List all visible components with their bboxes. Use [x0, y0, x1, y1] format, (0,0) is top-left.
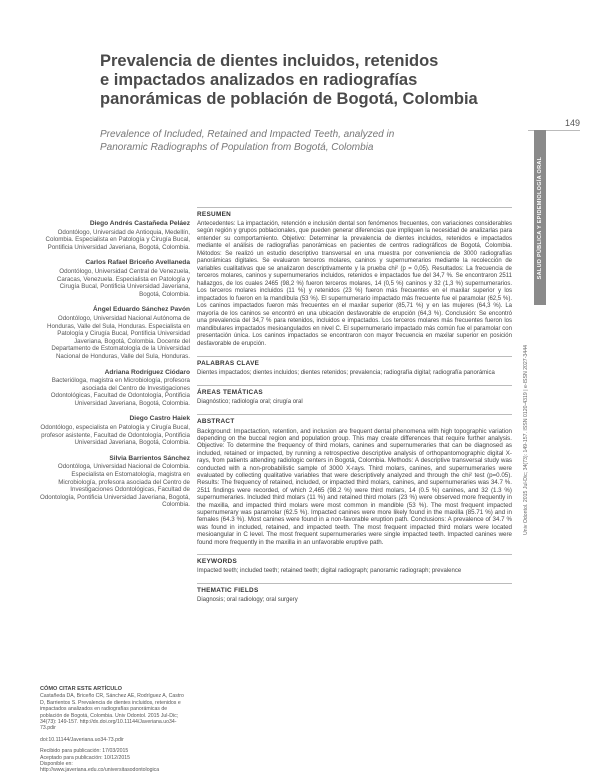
author-affiliation: Odontóloga, Universidad Nacional de Colombia. Especialista en Estomatología, magistra en Microbiología, profesora asociada del Centro de Investigaciones Odontológicas, Facultad de Odontología, Pontificia Universidad Javeriana, Bogotá, Colombia.: [40, 463, 190, 509]
section-divider: [197, 385, 512, 386]
article-title: [100, 52, 510, 109]
abstract-column: [197, 207, 512, 612]
author-entry: [40, 455, 190, 509]
article-subtitle: [100, 128, 500, 154]
author-entry: [40, 369, 190, 408]
resumen-section: [197, 207, 512, 348]
section-divider: [197, 414, 512, 415]
subtitle-line: Panoramic Radiographs of Population from Bogotá, Colombia: [100, 142, 374, 153]
title-line: Prevalencia de dientes incluidos, retenidos: [100, 52, 439, 70]
author-name: Ángel Eduardo Sánchez Pavón: [92, 306, 190, 314]
author-name: Carlos Rafael Briceño Avellaneda: [85, 259, 190, 267]
doi-link[interactable]: doi:10.11144/Javeriana.uo34-73.pdir: [40, 736, 124, 743]
abstract-text: Background: Impactaction, retention, and inclusion are frequent dental phenomena with high topographic variation depending on the buccal region and population group. This may create differences that require further analysis. Objective: To determine the frequency of third molars, canines and supernumeraries that can be diagnosed as included, retained or impacted, by running a retrospective descriptive analysis of orthopantomographic digital X-rays, from patients attending radiologic centers in Bogotá, Colombia. Methods: A descriptive transversal study was conducted with a non-probabilistic sample of 3000 X-rays. Third molars, canines, and supernumeraries were evaluated by collecting qualitative variables that were descriptively analyzed and through the chi² test (p=0.05). Results: The frequency of retained, included, or impacted third molars, canines, and supernumeraries was 34.7 %. 2511 findings were recorded, of which 2,465 (98.2 %) were third molars, 14 (0.5 %) canines, and 32 (1.3 %) supernumeraries. Included third molars (11 %) and retained third molars (23 %) were observed more frequently in the maxilla, and impacted third molars were most common in mandible (53 %). The most frequent impacted supernumerary was paramolar (62.5 %). Impacted canines were more likely found in the maxilla (85.71 %) and in females (64.3 %). Most canines were found in a non-favorable eruption path. Conclusions: A prevalence of 34.7 % was found in included, retained, and impacted teeth. The most frequent impacted third molars were located mesioangular in C level. The most frequent supernumeraries were single impacted teeth. Impacted canines were found more frequently in the maxilla in an unfavorable eruptive path.: [197, 427, 512, 546]
thematic-fields-text: Diagnosis; oral radiology; oral surgery: [197, 596, 298, 603]
author-name: Diego Castro Haiek: [129, 415, 190, 423]
received-date: Recibido para publicación: 17/03/2015: [40, 748, 129, 755]
author-entry: [40, 306, 190, 360]
thematic-fields-heading: THEMATIC FIELDS: [197, 587, 259, 594]
availability-link[interactable]: Disponible en: http://www.javeriana.edu.co/universitasodontologica: [40, 761, 160, 774]
areas-tematicas-section: [197, 385, 512, 406]
author-affiliation: Odontólogo, especialista en Patología y Cirugía Bucal, profesor asistente, Facultad de Odontología, Pontificia Universidad Javeriana, Bogotá, Colombia.: [40, 424, 190, 447]
thematic-fields-section: [197, 583, 512, 604]
areas-tematicas-heading: ÁREAS TEMÁTICAS: [197, 389, 263, 396]
section-divider: [197, 356, 512, 357]
author-affiliation: Odontólogo, Universidad Nacional Autónoma de Honduras, Valle del Sula, Honduras. Especialista en Patología y Cirugía Bucal, Pontificia Universidad Javeriana, Bogotá, Colombia. Docente del Departamento de Estomatología de la Universidad Nacional de Honduras, Valle del Sula, Honduras.: [47, 314, 190, 360]
how-to-cite-heading: CÓMO CITAR ESTE ARTÍCULO: [40, 686, 123, 692]
subtitle-line: Prevalence of Included, Retained and Impacted Teeth, analyzed in: [100, 129, 395, 140]
abstract-heading: ABSTRACT: [197, 418, 235, 425]
author-affiliation: Odontólogo, Universidad de Antioquia, Medellín, Colombia. Especialista en Patología y Cirugía Bucal, Pontificia Universidad Javeriana, Bogotá, Colombia.: [45, 228, 190, 251]
keywords-text: Impacted teeth; included teeth; retained teeth; digital radiograph; panoramic radiograph; prevalence: [197, 567, 462, 574]
author-entry: [40, 220, 190, 251]
journal-citation-label: Univ Odontol. 2015 Jul-Dic; 34(73): 149-157. ISSN 0120-4319 | e-ISSN 2027-3444: [523, 345, 529, 535]
author-affiliation: Odontólogo, Universidad Central de Venezuela, Caracas, Venezuela. Especialista en Patología y Cirugía Bucal, Pontificia Universidad Javeriana, Bogotá, Colombia.: [56, 267, 190, 298]
section-divider: [197, 583, 512, 584]
author-name: Diego Andrés Castañeda Peláez: [89, 220, 190, 227]
resumen-heading: RESUMEN: [197, 211, 232, 218]
how-to-cite-box: [40, 686, 190, 774]
title-line: e impactados analizados en radiografías: [100, 71, 418, 89]
section-ribbon-label: SALUD PÚBLICA Y EPIDEMIOLOGÍA ORAL: [537, 156, 543, 279]
areas-tematicas-text: Diagnóstico; radiología oral; cirugía oral: [197, 398, 303, 405]
keywords-heading: KEYWORDS: [197, 558, 238, 565]
author-affiliation: Bacterióloga, magistra en Microbiología, profesora asociada del Centro de Investigaciones Odontológicas, Facultad de Odontología, Pontificia Universidad Javeriana, Bogotá, Colombia.: [50, 377, 190, 407]
journal-citation-vertical: [522, 310, 530, 570]
author-entry: [40, 415, 190, 446]
accepted-date: Aceptado para publicación: 10/12/2015: [40, 754, 130, 761]
title-line: panorámicas de población de Bogotá, Colombia: [100, 90, 478, 108]
author-entry: [40, 259, 190, 298]
palabras-clave-heading: PALABRAS CLAVE: [197, 360, 260, 367]
keywords-section: [197, 554, 512, 575]
palabras-clave-text: Dientes impactados; dientes incluidos; dientes retenidos; prevalencia; radiografía digital; radiografía panorámica: [197, 369, 495, 376]
resumen-text: Antecedentes: La impactación, retención e inclusión dental son fenómenos frecuentes, con variaciones considerables según región y grupos poblacionales, que pueden generar diferencias que impliquen la necesidad de analizarlas para entender su comportamiento. Objetivo: Determinar la prevalencia de dientes incluidos, retenidos e impactados mediante el análisis de radiografías panorámicas en pacientes de centros radiográficos de Bogotá, Colombia. Métodos: Se realizó un estudio descriptivo transversal en una muestra por conveniencia de 3000 radiografías panorámicas digitales. Se evaluaron terceros molares, caninos y supernumerarios mediante la recolección de variables cualitativas que se analizaron descriptivamente y la prueba chi² (p = 0,05). Resultados: La frecuencia de terceros molares, caninos y supernumerarios incluidos, retenidos e impactados fue del 34,7 %. Se encontraron 2511 hallazgos, de los cuales 2465 (98,2 %) fueron terceros molares, 14 (0,5 %) caninos y 32 (1,3 %) supernumerarios. Los terceros molares incluidos (11 %) y retenidos (23 %) fueron más frecuentes en el maxilar superior y los impactados lo fueron en la mandíbula (53 %). El supernumerario impactado más frecuente fue el paramolar (62,5 %). Los caninos impactados fueron más frecuentes en el maxilar superior (85,71 %) y en las mujeres (64,3 %). La mayoría de los caninos se encontró en una ubicación desfavorable de erupción (64,3 %). Conclusión: Se encontró una prevalencia del 34,7 % para retenidos, incluidos e impactados. Los terceros molares más frecuentes fueron los mandibulares impactados mesioangulados en nivel C. El supernumerario impactado más común fue el paramolar con presentación única. Los caninos impactados se encontraron con mayor frecuencia en maxilar superior en posición desfavorable de erupción.: [197, 220, 512, 347]
section-ribbon: [534, 130, 546, 305]
page-number: 149: [564, 118, 580, 128]
authors-list: [40, 220, 190, 517]
author-name: Silvia Barrientos Sánchez: [109, 454, 190, 462]
palabras-clave-section: [197, 356, 512, 377]
section-divider: [197, 207, 512, 208]
section-divider: [197, 554, 512, 555]
abstract-section: [197, 414, 512, 546]
how-to-cite-text: Castañeda DA, Briceño CR, Sánchez AE, Rodríguez A, Castro D, Barrientos S. Prevalencia de dientes incluidos, retenidos e impactados analizados en radiografías panorámicas de población de Bogotá, Colombia. Univ Odontol. 2015 Jul-Dic; 34(73): 149-157. http://dx.doi.org/10.11144/Javeriana.uo34-73.pdir: [40, 693, 184, 732]
author-name: Adriana Rodríguez Ciódaro: [104, 368, 190, 376]
